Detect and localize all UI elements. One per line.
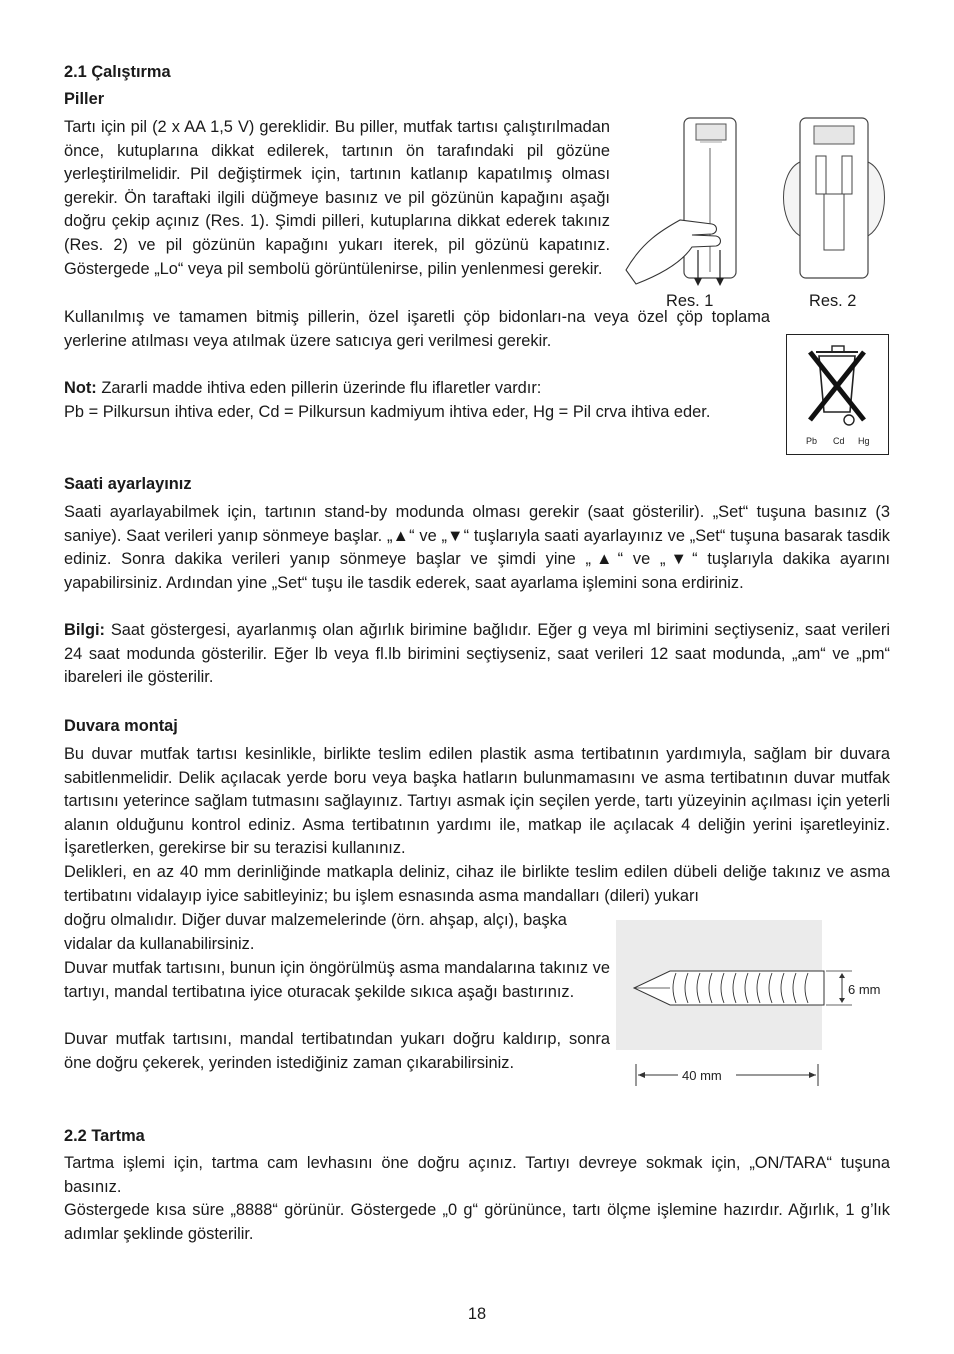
wall-paragraph-2: Delikleri, en az 40 mm derinliğinde matkapla deliniz, cihaz ile birlikte teslim edilen dübeli deliğe takınız ve asma tertibatını vidalayıp iyice sabitleyiniz; bu işlem esnasında asma mandalları (dileri) yukarı <box>64 863 890 905</box>
wall-paragraph-1: Bu duvar mutfak tartısı kesinlikle, birlikte teslim edilen plastik asma tertibatının yardımıyla, sağlam bir duvara sabitlenmelidir. Delik açılacak yerde boru veya başka hatların bulunmamasını ve asma tertibatının duvar mutfak tartısını yeterince sağlam tutmasını sağlayınız. Tartıyı asmak için seçilen yerde, tartı yüzeyinin açılması için yeterli alanın olduğunu kontrol ediniz. Asma tertibatının yardımı ile, matkap ile açılacak 4 deliğin yerini işaretleyiniz. İşaretlerken, gerekirse bir su terazisi kullanınız. <box>64 745 890 858</box>
batteries-paragraph-2: Kullanılmış ve tamamen bitmiş pillerin, özel işaretli çöp bidonları-na veya özel çöp toplama yerlerine atılması veya atılmak üzere satıcıya geri verilmesi gerekir. <box>64 308 770 350</box>
wall-paragraph-2-cont: doğru olmalıdır. Diğer duvar malzemelerinde (örn. ahşap, alçı), başka vidalar da kullanabilirsiniz. <box>64 911 567 953</box>
symbol-label-pb: Pb <box>806 436 818 446</box>
note-label: Not: <box>64 379 97 397</box>
figure-label-res2: Res. 2 <box>809 292 857 310</box>
subheading-wall-mount: Duvara montaj <box>64 717 178 735</box>
note-line-2: Pb = Pilkursun ihtiva eder, Cd = Pilkursun kadmiyum ihtiva eder, Hg = Pil crva ihtiva eder. <box>64 403 711 421</box>
note-line <box>64 377 770 401</box>
wall-paragraph-4: Duvar mutfak tartısını, mandal tertibatından yukarı doğru kaldırıp, sonra öne doğru çekerek, yerinden istediğiniz zaman çıkarabilirsiniz. <box>64 1030 610 1072</box>
symbol-label-cd: Cd <box>833 436 845 446</box>
page-number: 18 <box>467 1305 487 1323</box>
info-label: Bilgi: <box>64 621 105 639</box>
clock-paragraph: Saati ayarlayabilmek için, tartının stand-by modunda olması gerekir (saat gösterilir). „Set“ tuşuna basınız (3 saniye). Saat verileri yanıp sönmeye başlar. „▲“ ve „▼“ tuşlarıyla saati ayarlayınız ve „Set“ tuşuna basarak tasdik ediniz. Sonra dakika verileri yanıp sönmeye başlar ve şimdi yine „▲“ ve „▼“ tuşlarıyla dakika ayarını yapabilirsiniz. Ardından yine „Set“ tuşu ile tasdik ederek, saat ayarlama işlemini sona erdiriniz. <box>64 503 890 592</box>
crossed-bin-symbol-icon <box>786 334 889 455</box>
figure-label-res1: Res. 1 <box>666 292 714 310</box>
dimension-width-label: 6 mm <box>848 982 881 997</box>
info-paragraph <box>64 619 890 690</box>
scale-battery-cover-figure <box>622 112 740 290</box>
scale-battery-compartment-figure <box>778 112 890 290</box>
dowel-dimension-figure <box>612 918 892 1094</box>
subheading-batteries: Piller <box>64 90 105 108</box>
info-text: Saat göstergesi, ayarlanmış olan ağırlık birimine bağlıdır. Eğer g veya ml birimini seçtiyseniz, saat verileri 24 saat modunda gösterilir. Eğer lb veya fl.lb birimini seçtiyseniz, saat verileri 12 saat modunda, „am“ ve „pm“ ibareleri ile gösterilir. <box>64 621 890 687</box>
section-heading-2-2: 2.2 Tartma <box>64 1127 145 1145</box>
dimension-length-label: 40 mm <box>682 1068 722 1083</box>
note-text: Zararli madde ihtiva eden pillerin üzerinde flu iflaretler vardır: <box>96 379 542 397</box>
weighing-paragraph-2: Göstergede kısa süre „8888“ görünür. Göstergede „0 g“ görününce, tartı ölçme işlemine hazırdır. Ağırlık, 1 g’lık adımlar şeklinde gösterilir. <box>64 1201 890 1243</box>
weighing-paragraph-1: Tartma işlemi için, tartma cam levhasını öne doğru açınız. Tartıyı devreye sokmak için, „ON/TARA“ tuşuna basınız. <box>64 1154 890 1196</box>
wall-paragraph-3: Duvar mutfak tartısını, bunun için öngörülmüş asma mandalarına takınız ve tartıyı, mandal tertibatına iyice oturacak şekilde sıkıca aşağı bastırınız. <box>64 959 610 1001</box>
section-heading-2-1: 2.1 Çalıştırma <box>64 63 171 81</box>
subheading-clock: Saati ayarlayınız <box>64 475 192 493</box>
symbol-label-hg: Hg <box>858 436 870 446</box>
batteries-paragraph-1: Tartı için pil (2 x AA 1,5 V) gereklidir. Bu piller, mutfak tartısı çalıştırılmadan önce, kutuplarına dikkat edilerek, tartının ön tarafındaki pil gözüne yerleştirilmelidir. Pil değiştirmek için, tartının katlanıp kapatılmış olması gerekir. Ön taraftaki ilgili düğmeye basınız ve pil gözünün kapağını aşağı doğru çekip açınız (Res. 1). Şimdi pilleri, kutuplarına dikkat ederek takınız (Res. 2) ve pil gözünün kapağını yukarı iterek, pil gözünü kapatınız. Göstergede „Lo“ veya pil sembolü görüntülenirse, pilin yenlenmesi gerekir. <box>64 118 610 278</box>
